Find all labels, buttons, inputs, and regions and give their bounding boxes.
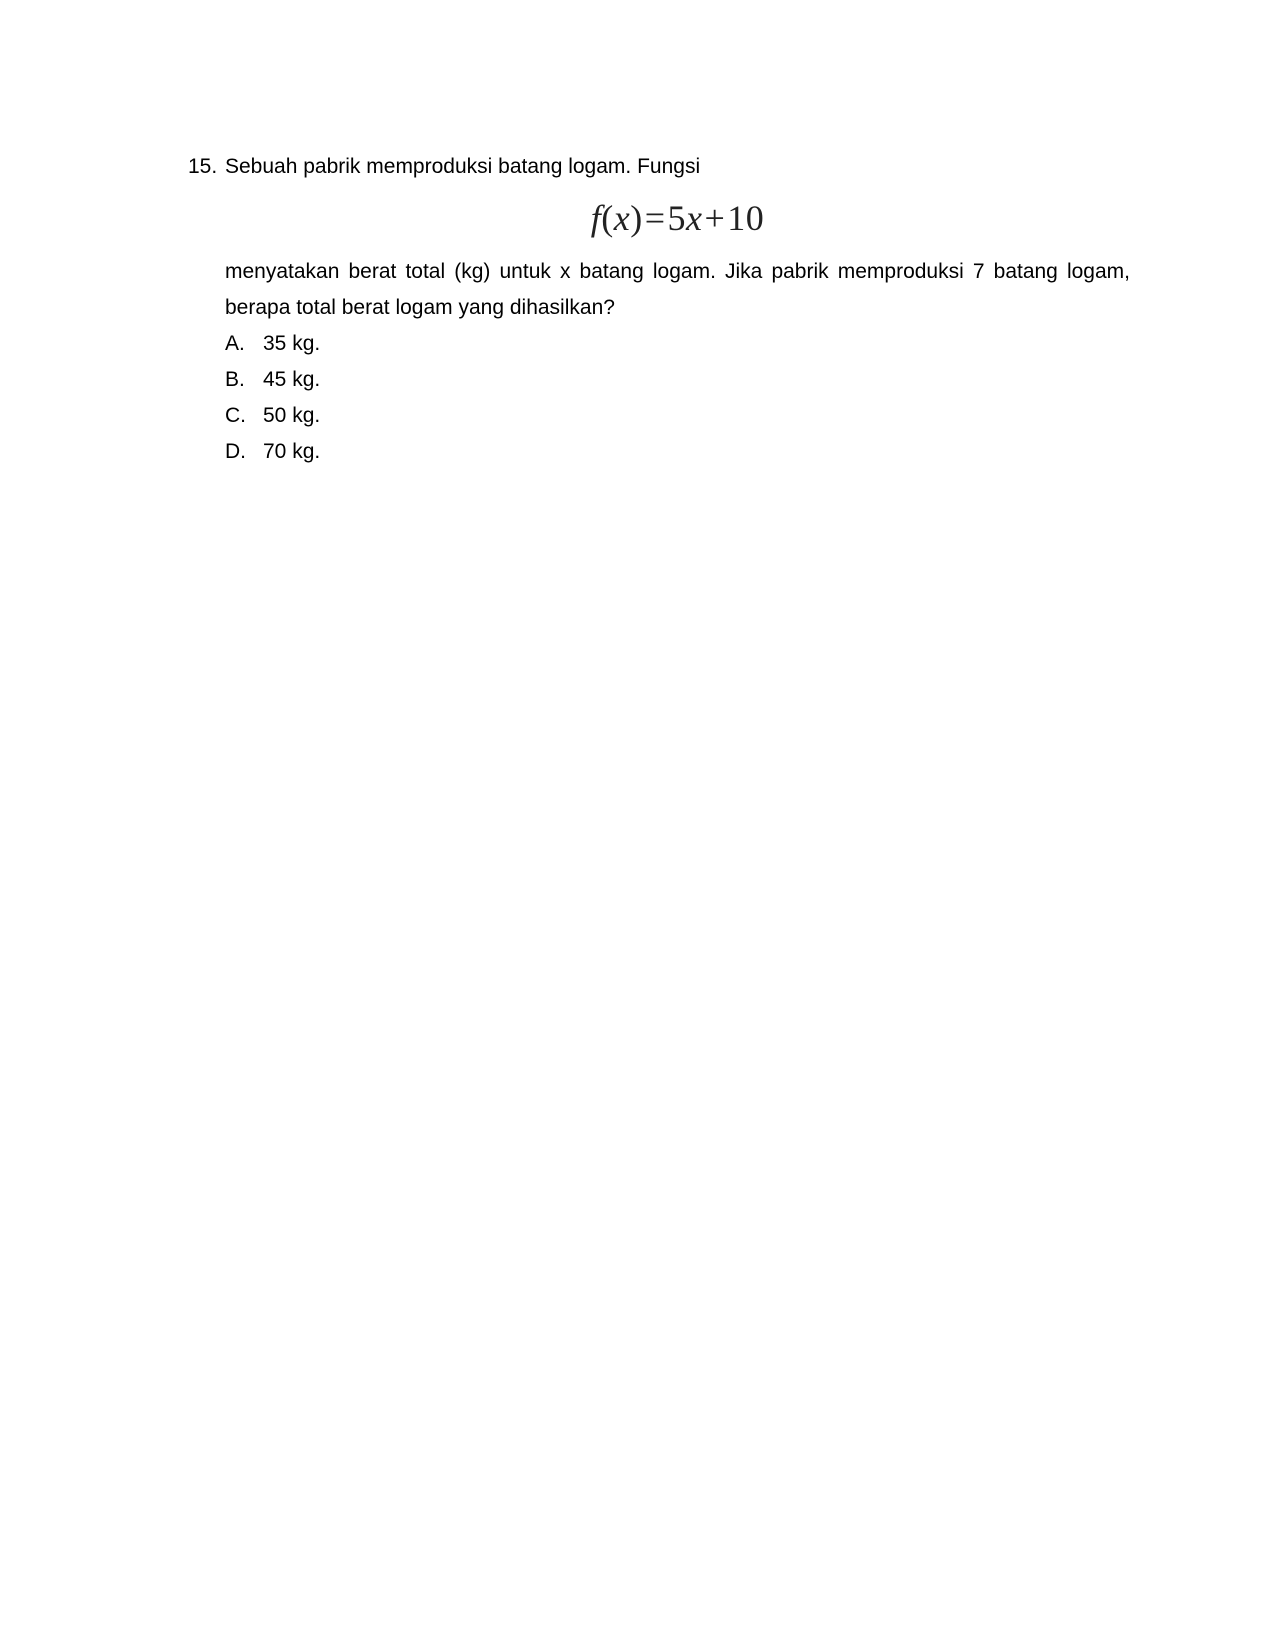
formula-close-paren: ) — [630, 198, 643, 238]
option-a[interactable] — [225, 326, 1130, 362]
formula-variable-2: x — [686, 198, 703, 238]
option-letter: D. — [225, 440, 246, 463]
function-formula — [225, 194, 1130, 242]
formula-function-name: f — [590, 198, 602, 238]
option-letter: B. — [225, 368, 245, 391]
option-text: 70 kg. — [263, 440, 321, 463]
formula-constant: 10 — [727, 198, 765, 238]
option-letter: A. — [225, 332, 245, 355]
option-text: 35 kg. — [263, 332, 321, 355]
option-text: 50 kg. — [263, 404, 321, 427]
option-c[interactable] — [225, 398, 1130, 434]
option-d[interactable] — [225, 434, 1130, 470]
formula-open-paren: ( — [601, 198, 614, 238]
formula-coefficient: 5 — [667, 198, 686, 238]
option-letter: C. — [225, 404, 246, 427]
formula-plus: + — [704, 198, 726, 238]
question-header — [188, 150, 1130, 184]
question-intro: Sebuah pabrik memproduksi batang logam. Fungsi — [225, 155, 701, 178]
question-body: menyatakan berat total (kg) untuk x batang logam. Jika pabrik memproduksi 7 batang logam, berapa total berat logam yang dihasilkan? — [225, 260, 1130, 319]
formula-variable: x — [613, 198, 631, 238]
option-b[interactable] — [225, 362, 1130, 398]
question-15 — [188, 150, 1130, 486]
option-text: 45 kg. — [263, 368, 321, 391]
question-number: 15. — [188, 155, 218, 178]
formula-equals: = — [644, 198, 666, 238]
answer-options — [225, 326, 1130, 470]
